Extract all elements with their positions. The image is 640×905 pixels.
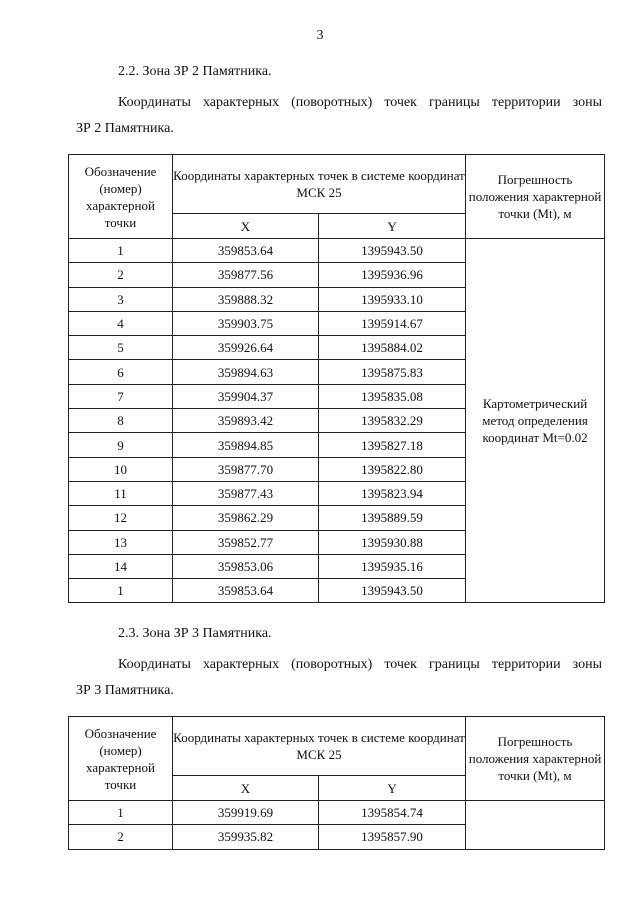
y-coordinate-cell: 1395857.90 [319,825,466,849]
page-number: 3 [316,28,324,43]
x-coordinate-cell: 359919.69 [173,801,319,825]
point-number-cell: 1 [69,801,173,825]
point-number-cell: 10 [69,457,173,481]
x-coordinate-cell: 359877.70 [173,457,319,481]
point-number-cell: 13 [69,530,173,554]
section-paragraph-zr3 [76,652,602,704]
x-coordinate-cell: 359935.82 [173,825,319,849]
header-position-error: Погрешность положения характерной точки (Mt), м [466,155,605,239]
y-coordinate-cell: 1395827.18 [319,433,466,457]
y-coordinate-cell: 1395933.10 [319,287,466,311]
x-coordinate-cell: 359853.64 [173,579,319,603]
header-position-error: Погрешность положения характерной точки (Mt), м [466,717,605,801]
point-number-cell: 7 [69,384,173,408]
y-coordinate-cell: 1395835.08 [319,384,466,408]
coordinates-table-zr3 [68,716,605,850]
y-coordinate-cell: 1395823.94 [319,481,466,505]
y-coordinate-cell: 1395832.29 [319,409,466,433]
x-coordinate-cell: 359903.75 [173,311,319,335]
x-coordinate-cell: 359877.43 [173,481,319,505]
y-coordinate-cell: 1395936.96 [319,263,466,287]
paragraph-line-1: Координаты характерных (поворотных) точек границы территории зоны [118,95,602,110]
y-coordinate-cell: 1395935.16 [319,554,466,578]
x-coordinate-cell: 359853.06 [173,554,319,578]
x-coordinate-cell: 359904.37 [173,384,319,408]
header-y: Y [319,214,466,239]
header-coordinates: Координаты характерных точек в системе координат МСК 25 [173,717,466,776]
paragraph-line-2: ЗР 3 Памятника. [76,683,174,698]
x-coordinate-cell: 359862.29 [173,506,319,530]
y-coordinate-cell: 1395943.50 [319,239,466,263]
point-number-cell: 12 [69,506,173,530]
header-point-number: Обозначение (номер) характерной точки [69,155,173,239]
y-coordinate-cell: 1395930.88 [319,530,466,554]
header-x: X [173,214,319,239]
position-error-cell: Картометрический метод определения координат Mt=0.02 [466,239,605,603]
x-coordinate-cell: 359877.56 [173,263,319,287]
x-coordinate-cell: 359888.32 [173,287,319,311]
point-number-cell: 9 [69,433,173,457]
section-heading-zr2: 2.2. Зона ЗР 2 Памятника. [118,64,272,79]
x-coordinate-cell: 359852.77 [173,530,319,554]
section-paragraph-zr2 [76,90,602,142]
point-number-cell: 3 [69,287,173,311]
header-coordinates: Координаты характерных точек в системе координат МСК 25 [173,155,466,214]
point-number-cell: 2 [69,263,173,287]
x-coordinate-cell: 359893.42 [173,409,319,433]
paragraph-line-1: Координаты характерных (поворотных) точек границы территории зоны [118,657,602,672]
y-coordinate-cell: 1395822.80 [319,457,466,481]
header-x: X [173,776,319,801]
table-row [69,239,605,263]
position-error-cell [466,801,605,850]
y-coordinate-cell: 1395914.67 [319,311,466,335]
point-number-cell: 2 [69,825,173,849]
y-coordinate-cell: 1395875.83 [319,360,466,384]
point-number-cell: 1 [69,579,173,603]
x-coordinate-cell: 359926.64 [173,336,319,360]
coordinates-table-zr2 [68,154,605,603]
point-number-cell: 8 [69,409,173,433]
point-number-cell: 14 [69,554,173,578]
x-coordinate-cell: 359894.85 [173,433,319,457]
header-y: Y [319,776,466,801]
y-coordinate-cell: 1395884.02 [319,336,466,360]
point-number-cell: 6 [69,360,173,384]
x-coordinate-cell: 359853.64 [173,239,319,263]
y-coordinate-cell: 1395889.59 [319,506,466,530]
y-coordinate-cell: 1395943.50 [319,579,466,603]
x-coordinate-cell: 359894.63 [173,360,319,384]
point-number-cell: 1 [69,239,173,263]
paragraph-line-2: ЗР 2 Памятника. [76,121,174,136]
section-heading-zr3: 2.3. Зона ЗР 3 Памятника. [118,626,272,641]
point-number-cell: 5 [69,336,173,360]
table-row [69,801,605,825]
y-coordinate-cell: 1395854.74 [319,801,466,825]
header-point-number: Обозначение (номер) характерной точки [69,717,173,801]
point-number-cell: 4 [69,311,173,335]
point-number-cell: 11 [69,481,173,505]
